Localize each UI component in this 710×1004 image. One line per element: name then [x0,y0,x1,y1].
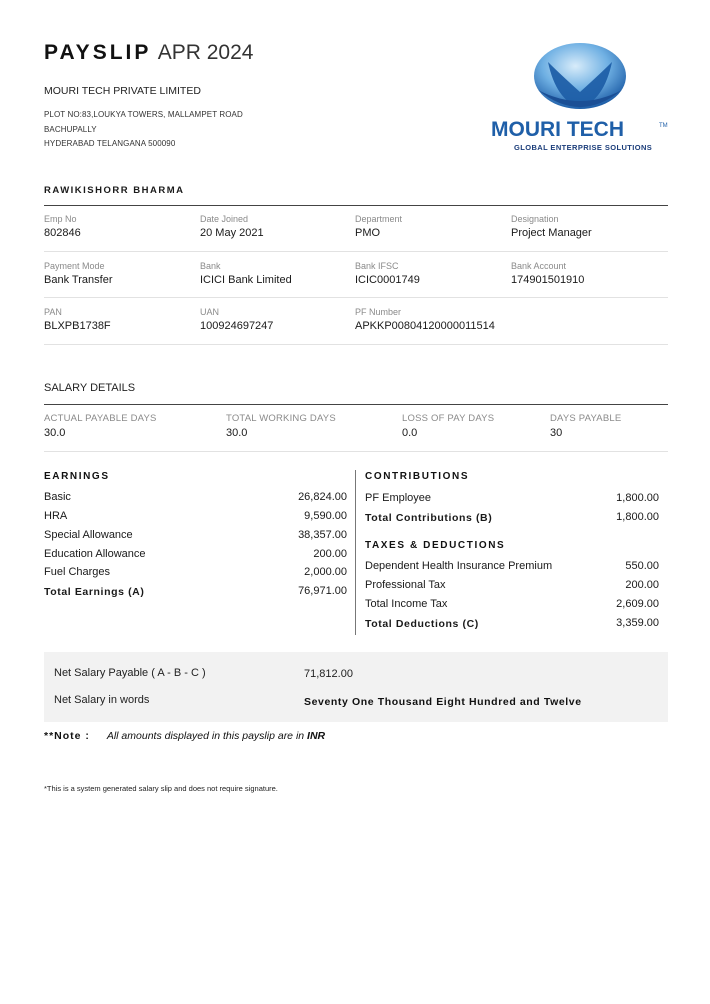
net-salary-payable-label: Net Salary Payable ( A - B - C ) [54,667,206,679]
field-label: DAYS PAYABLE [550,413,622,424]
logo-tagline: GLOBAL ENTERPRISE SOLUTIONS [514,143,653,152]
deduction-label: Professional Tax [365,579,446,591]
contribution-amount: 1,800.00 [616,492,659,504]
field-value: ICICI Bank Limited [200,274,292,286]
field-value: 30.0 [226,427,248,439]
net-salary-words-label: Net Salary in words [54,694,150,706]
total-earnings-amount: 76,971.00 [298,585,347,597]
payslip-month: APR 2024 [157,41,254,64]
field-label: Payment Mode [44,261,105,271]
days-payable [550,413,621,439]
earning-amount: 2,000.00 [304,566,347,578]
divider [44,205,668,206]
field-label: ACTUAL PAYABLE DAYS [44,413,157,424]
field-value: PMO [355,227,381,239]
field-value: 100924697247 [200,320,274,332]
address-line-1: PLOT NO:83,LOUKYA TOWERS, MALLAMPET ROAD [44,110,243,119]
contribution-label: PF Employee [365,492,432,504]
contributions-title: CONTRIBUTIONS [365,471,470,482]
payslip-title-bold: PAYSLIP [44,41,152,64]
field-value: BLXPB1738F [44,320,111,332]
field-value: Bank Transfer [44,274,113,286]
field-uan [200,307,273,332]
net-salary-box [44,652,668,722]
field-value: 0.0 [402,427,418,439]
note-text [107,730,325,742]
logo-text: MOURI TECH [491,118,624,141]
earning-amount: 26,824.00 [298,491,347,503]
field-label: Bank IFSC [355,261,399,271]
field-label: UAN [200,307,220,317]
total-contributions-amount: 1,800.00 [616,511,659,523]
divider [44,344,668,345]
field-value: 30.0 [44,427,66,439]
earning-amount: 38,357.00 [298,529,347,541]
field-designation [511,214,592,239]
divider [44,404,668,405]
note-label: **Note : [44,730,90,742]
address-line-2: BACHUPALLY [44,125,97,134]
total-deductions-label: Total Deductions (C) [365,618,479,630]
net-salary-payable-value: 71,812.00 [304,668,353,680]
field-department [355,214,402,239]
deduction-label: Total Income Tax [365,598,448,610]
field-date-joined [200,214,264,239]
field-label: PF Number [355,307,402,317]
note-currency: INR [307,730,326,742]
net-salary-words-value: Seventy One Thousand Eight Hundred and Twelve [304,696,582,708]
field-label: PAN [44,307,62,317]
earning-label: HRA [44,510,68,522]
system-generated-footnote: *This is a system generated salary slip and does not require signature. [44,784,278,793]
field-value: 30 [550,427,563,439]
deduction-amount: 550.00 [625,560,659,572]
note-text-prefix: All amounts displayed in this payslip are in [106,730,305,742]
field-bank-account [511,261,584,286]
earning-label: Basic [44,491,71,503]
total-contributions-label: Total Contributions (B) [365,512,493,524]
earning-label: Special Allowance [44,529,133,541]
logo-trademark: TM [659,123,668,129]
currency-note [44,730,325,742]
field-bank [200,261,292,286]
employee-name: RAWIKISHORR BHARMA [44,185,185,196]
field-label: LOSS OF PAY DAYS [402,413,495,424]
field-value: ICIC0001749 [355,274,420,286]
field-emp-no [44,214,81,239]
field-bank-ifsc [355,261,420,286]
field-value: 802846 [44,227,81,239]
field-value: 174901501910 [511,274,585,286]
company-logo [488,40,673,156]
field-payment-mode [44,261,112,286]
earning-amount: 9,590.00 [304,510,347,522]
divider [44,251,668,252]
field-pf-number [355,307,495,332]
earnings-title: EARNINGS [44,471,110,482]
field-label: Date Joined [200,214,249,224]
actual-payable-days [44,413,157,439]
column-divider [355,470,356,635]
field-pan [44,307,111,332]
divider [44,451,668,452]
payslip-title [44,41,253,65]
earning-amount: 200.00 [313,548,347,560]
loss-of-pay-days [402,413,494,439]
deduction-amount: 2,609.00 [616,598,659,610]
field-label: Department [355,214,403,224]
field-label: TOTAL WORKING DAYS [226,413,336,424]
mouritech-logo-icon [488,40,673,156]
earning-label: Education Allowance [44,548,146,560]
salary-details-title: SALARY DETAILS [44,382,136,394]
total-earnings-label: Total Earnings (A) [44,586,145,598]
earning-label: Fuel Charges [44,566,111,578]
field-value: APKKP00804120000011514 [355,320,495,332]
field-label: Emp No [44,214,77,224]
total-working-days [226,413,336,439]
company-name: MOURI TECH PRIVATE LIMITED [44,85,201,97]
field-label: Designation [511,214,559,224]
field-value: Project Manager [511,227,592,239]
divider [44,297,668,298]
deduction-label: Dependent Health Insurance Premium [365,560,553,572]
field-label: Bank [200,261,221,271]
taxes-deductions-title: TAXES & DEDUCTIONS [365,540,506,551]
field-value: 20 May 2021 [200,227,264,239]
field-label: Bank Account [511,261,567,271]
address-line-3: HYDERABAD TELANGANA 500090 [44,139,176,148]
deduction-amount: 200.00 [625,579,659,591]
total-deductions-amount: 3,359.00 [616,617,659,629]
